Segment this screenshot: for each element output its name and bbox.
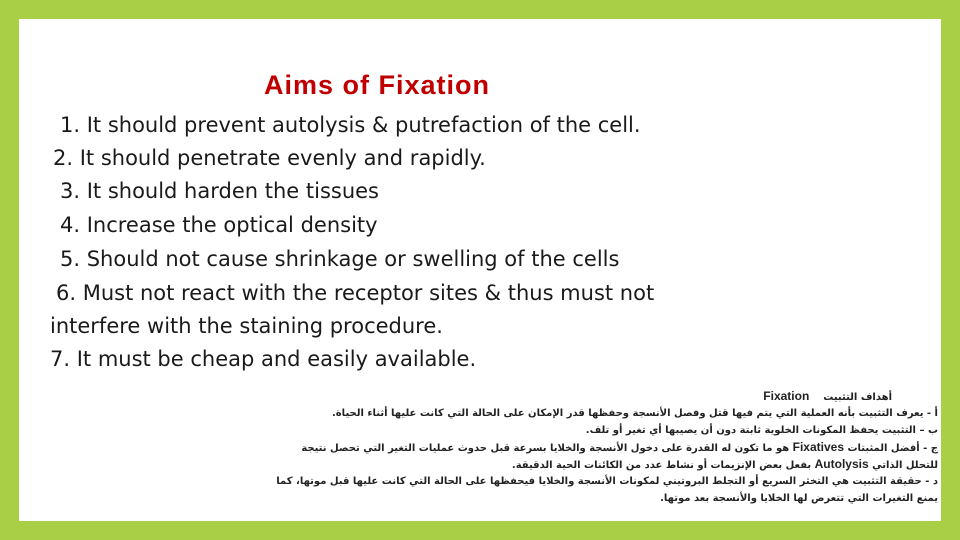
- arabic-heading-text: أهداف التثبيت: [823, 392, 892, 403]
- arabic-line-a: أ - يعرف التثبيت بأنه العملية التي يتم فيها قتل وفصل الأنسجة وحفظها قدر الإمكان على الحالة التي كانت عليها أثناء الحياة.: [331, 408, 938, 419]
- arabic-line-c: [238, 439, 938, 456]
- arabic-line-d: [238, 456, 938, 473]
- slide-title: Aims of Fixation: [264, 70, 491, 100]
- slide-border-left: [0, 0, 19, 540]
- aim-item-6: 6. Must not react with the receptor sites & thus must not: [56, 281, 655, 305]
- slide-border-bottom: [0, 521, 960, 540]
- slide-border-right: [941, 0, 960, 540]
- arabic-line-d-pre: للتحلل الذاتي: [872, 460, 938, 471]
- arabic-line-c-post: هو ما تكون له القدرة على دخول الأنسجة والخلايا بسرعة قبل حدوث عمليات التغير التي تحصل نتيجة: [301, 443, 790, 454]
- slide-border-top: [0, 0, 960, 19]
- aim-item-2: 2. It should penetrate evenly and rapidly.: [53, 146, 486, 170]
- arabic-line-d-latin: Autolysis: [814, 457, 869, 471]
- arabic-line-b: ب – التثبيت يحفظ المكونات الخلوية ثابتة دون أن يصيبها أي تغير أو تلف.: [585, 425, 938, 436]
- aim-item-4: 4. Increase the optical density: [60, 213, 378, 237]
- arabic-heading-latin: Fixation: [763, 389, 810, 403]
- aim-item-6-continuation: interfere with the staining procedure.: [50, 314, 443, 338]
- aim-item-7: 7. It must be cheap and easily available.: [50, 347, 477, 371]
- aim-item-5: 5. Should not cause shrinkage or swelling of the cells: [60, 247, 620, 271]
- arabic-line-e: د - حقيقة التثبيت هي التخثر السريع أو التجلط البروتيني لمكونات الأنسجة والخلايا فيحفظها على الحالة التي كانت عليها قبل موتها، كما: [276, 476, 938, 487]
- arabic-notes: [238, 388, 938, 507]
- arabic-line-c-pre: ج - أفضل المثبتات: [847, 443, 938, 454]
- aim-item-1: 1. It should prevent autolysis & putrefaction of the cell.: [60, 113, 641, 137]
- arabic-line-c-latin: Fixatives: [792, 440, 845, 454]
- arabic-line-f: يمنع التغيرات التي تتعرض لها الخلايا والأنسجة بعد موتها.: [660, 493, 938, 504]
- arabic-line-d-post: بفعل بعض الإنزيمات أو نشاط عدد من الكائنات الحية الدقيقة.: [511, 460, 812, 471]
- aim-item-3: 3. It should harden the tissues: [60, 179, 379, 203]
- arabic-heading: [238, 388, 938, 405]
